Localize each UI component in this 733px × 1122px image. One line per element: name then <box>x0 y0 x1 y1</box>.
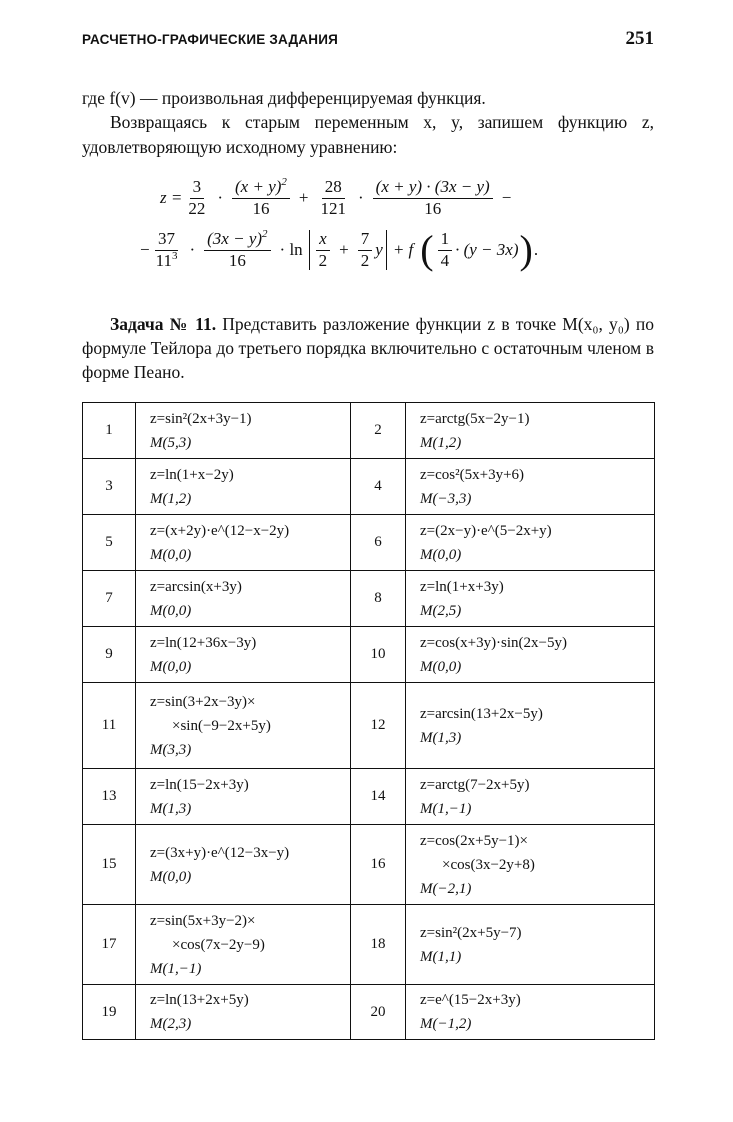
function-expression: z=sin²(2x+3y−1) <box>150 410 252 427</box>
variant-function <box>136 571 351 627</box>
page-header <box>82 28 654 52</box>
function-expression: z=arcsin(x+3y) <box>150 578 242 595</box>
variant-function <box>406 627 655 683</box>
table-row <box>83 825 655 905</box>
expansion-point: M(1,3) <box>150 800 192 817</box>
variant-function <box>406 403 655 459</box>
running-title: РАСЧЕТНО-ГРАФИЧЕСКИЕ ЗАДАНИЯ <box>82 32 339 47</box>
fraction: $\frac{(x + y)^2}{16}$ <box>232 178 290 218</box>
table-row <box>83 985 655 1040</box>
variant-function <box>406 825 655 905</box>
expansion-point: M(1,2) <box>150 490 192 507</box>
fraction: $\frac{(3x - y)^2}{16}$ <box>204 230 270 270</box>
function-expression: z=arctg(5x−2y−1) <box>420 410 530 427</box>
table-row <box>83 905 655 985</box>
formula-lhs: z = <box>160 188 183 208</box>
variant-number: 9 <box>83 627 136 683</box>
formula-line-1: z = $\frac{3}{22}$ · $\frac{(x + y)^2}{16}$ + $\frac{28}{121}$ · $\frac{(x + y) \cdot (3x - y)}{16}$ − <box>160 176 512 218</box>
variant-function <box>406 459 655 515</box>
function-expression: ×sin(−9−2x+5y) <box>172 717 271 734</box>
variant-function <box>406 683 655 769</box>
variant-number: 6 <box>351 515 406 571</box>
function-expression: z=(2x−y)·e^(5−2x+y) <box>420 522 552 539</box>
function-expression: z=(3x+y)·e^(12−3x−y) <box>150 844 290 861</box>
task-title: Задача № 11. <box>110 314 217 334</box>
expansion-point: M(0,0) <box>420 658 462 675</box>
variant-number: 17 <box>83 905 136 985</box>
variant-number: 8 <box>351 571 406 627</box>
expansion-point: M(−2,1) <box>420 880 472 897</box>
variant-number: 10 <box>351 627 406 683</box>
variant-function <box>136 627 351 683</box>
fraction: $\frac{28}{121}$ <box>320 177 346 218</box>
variant-number: 2 <box>351 403 406 459</box>
variant-function <box>136 905 351 985</box>
variant-function <box>136 769 351 825</box>
variant-function <box>136 985 351 1040</box>
variant-function <box>406 905 655 985</box>
variant-number: 14 <box>351 769 406 825</box>
expansion-point: M(1,−1) <box>420 800 472 817</box>
function-expression: z=ln(15−2x+3y) <box>150 776 249 793</box>
expansion-point: M(1,3) <box>420 729 462 746</box>
expansion-point: M(2,5) <box>420 602 462 619</box>
intro-paragraph: Возвращаясь к старым переменным x, y, запишем функцию z, удовлетворяющую исходному уравнению: <box>82 112 654 157</box>
variant-number: 11 <box>83 683 136 769</box>
table-row <box>83 769 655 825</box>
fraction: $\frac{(x + y) \cdot (3x - y)}{16}$ <box>373 178 493 218</box>
expansion-point: M(3,3) <box>150 741 192 758</box>
function-expression: z=cos(2x+5y−1)× <box>420 832 528 849</box>
expansion-point: M(0,0) <box>150 868 192 885</box>
variant-function <box>136 683 351 769</box>
function-expression: z=cos(x+3y)·sin(2x−5y) <box>420 634 568 651</box>
function-expression: z=ln(13+2x+5y) <box>150 992 249 1008</box>
task-table <box>82 402 655 1040</box>
intro-line: где f(v) — произвольная дифференцируемая функция. <box>82 88 486 108</box>
variant-function <box>406 769 655 825</box>
function-expression: ×cos(7x−2y−9) <box>172 936 265 953</box>
task-text: Представить разложение функции z в точке M(x₀, y₀) по формуле Тейлора до третьего порядка включительно с остаточным членом в форме Пеано. <box>82 314 654 382</box>
function-expression: z=cos²(5x+3y+6) <box>420 466 525 483</box>
variant-number: 1 <box>83 403 136 459</box>
variant-function <box>136 825 351 905</box>
function-expression: z=(x+2y)·e^(12−x−2y) <box>150 522 290 539</box>
variant-number: 18 <box>351 905 406 985</box>
variant-number: 16 <box>351 825 406 905</box>
task-statement <box>82 312 654 384</box>
variant-number: 20 <box>351 985 406 1040</box>
variant-number: 7 <box>83 571 136 627</box>
variant-function <box>406 515 655 571</box>
table-row <box>83 683 655 769</box>
variant-function <box>406 985 655 1040</box>
fraction: $\frac{37}{11^3}$ <box>155 229 178 270</box>
expansion-point: M(0,0) <box>150 546 192 563</box>
variant-number: 3 <box>83 459 136 515</box>
expansion-point: M(0,0) <box>150 658 192 675</box>
expansion-point: M(1,2) <box>420 434 462 451</box>
variant-number: 12 <box>351 683 406 769</box>
expansion-point: M(2,3) <box>150 1016 192 1032</box>
variant-function <box>136 459 351 515</box>
table-row <box>83 571 655 627</box>
variant-function <box>136 403 351 459</box>
table-row <box>83 459 655 515</box>
formula-line-2: − $\frac{37}{11^3}$ · $\frac{(3x - y)^2}{16}$ · ln $\frac{x}{2}$ + $\frac{7}{2}$ y + f ( $\frac{1}{4}$ · (y − 3x) ) . <box>140 227 539 273</box>
expansion-point: M(−3,3) <box>420 490 472 507</box>
function-expression: z=sin(3+2x−3y)× <box>150 693 256 710</box>
expansion-point: M(1,1) <box>420 948 462 965</box>
expansion-point: M(1,−1) <box>150 960 202 977</box>
function-expression: z=arctg(7−2x+5y) <box>420 776 530 793</box>
variant-number: 15 <box>83 825 136 905</box>
page-number: 251 <box>625 28 654 49</box>
function-expression: z=e^(15−2x+3y) <box>420 992 521 1008</box>
function-expression: z=sin(5x+3y−2)× <box>150 912 256 929</box>
table-row <box>83 403 655 459</box>
variant-number: 4 <box>351 459 406 515</box>
function-expression: z=ln(1+x−2y) <box>150 466 234 483</box>
variant-number: 5 <box>83 515 136 571</box>
function-expression: z=ln(1+x+3y) <box>420 578 504 595</box>
expansion-point: M(5,3) <box>150 434 192 451</box>
absolute-value: $\frac{x}{2}$ + $\frac{7}{2}$ y <box>309 230 387 270</box>
variant-function <box>136 515 351 571</box>
function-expression: z=arcsin(13+2x−5y) <box>420 705 543 722</box>
variant-function <box>406 571 655 627</box>
variant-number: 13 <box>83 769 136 825</box>
expansion-point: M(0,0) <box>420 546 462 563</box>
table-row <box>83 627 655 683</box>
table-row <box>83 515 655 571</box>
fraction: $\frac{3}{22}$ <box>188 177 206 218</box>
expansion-point: M(0,0) <box>150 602 192 619</box>
variant-number: 19 <box>83 985 136 1040</box>
function-expression: z=ln(12+36x−3y) <box>150 634 257 651</box>
expansion-point: M(−1,2) <box>420 1016 472 1032</box>
function-expression: z=sin²(2x+5y−7) <box>420 924 522 941</box>
function-expression: ×cos(3x−2y+8) <box>442 856 535 873</box>
